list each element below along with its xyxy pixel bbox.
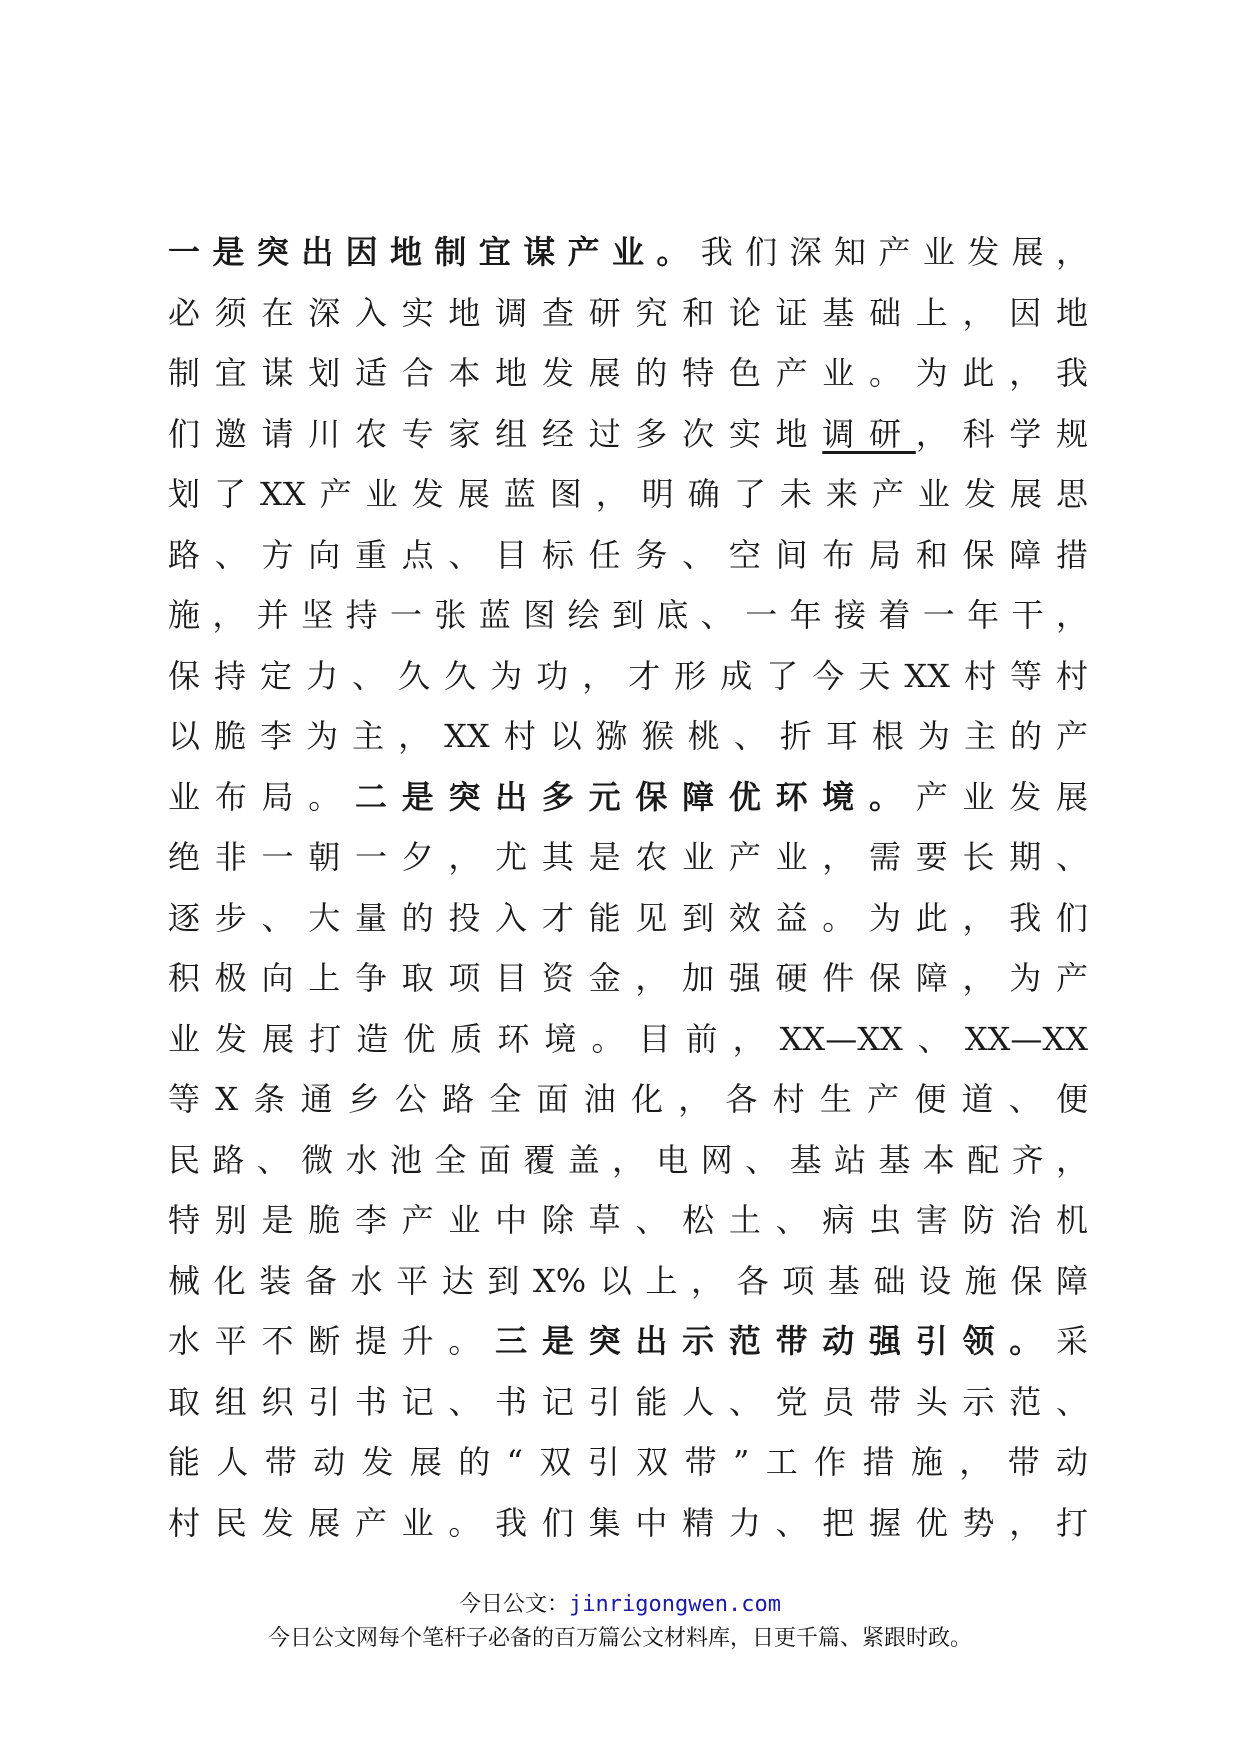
- footer-site-line: [0, 1588, 1240, 1622]
- text-line: [168, 222, 1088, 283]
- text-line: [168, 948, 1088, 1009]
- underlined-text: 调研: [822, 414, 916, 453]
- document-body: [168, 222, 1088, 1553]
- body-text-span: 采: [1055, 1322, 1088, 1360]
- body-text-span: 水平不断提升。: [168, 1322, 496, 1360]
- text-line: [168, 1009, 1088, 1070]
- text-line: [168, 827, 1088, 888]
- text-line: [168, 767, 1088, 828]
- text-line: [168, 706, 1088, 767]
- body-text-span: 制宜谋划适合本地发展的特色产业。为此，我: [168, 354, 1088, 392]
- footer-slogan: 今日公文网每个笔杆子必备的百万篇公文材料库，日更千篇、紧跟时政。: [267, 1626, 972, 1651]
- body-text-span: 产业发展: [915, 777, 1088, 816]
- body-text-span: 特别是脆李产业中除草、松土、病虫害防治机: [168, 1201, 1088, 1239]
- text-line: [168, 525, 1088, 586]
- text-line: [168, 585, 1088, 646]
- text-line: [168, 343, 1088, 404]
- body-text-span: ，科学规: [915, 414, 1088, 453]
- body-text-span: 以脆李为主，XX村以猕猴桃、折耳根为主的产: [168, 717, 1088, 755]
- body-text-span: 积极向上争取项目资金，加强硬件保障，为产: [168, 959, 1088, 997]
- body-text-span: 绝非一朝一夕，尤其是农业产业，需要长期、: [168, 838, 1088, 876]
- body-text-span: 保持定力、久久为功，才形成了今天XX村等村: [168, 656, 1088, 695]
- text-line: [168, 1251, 1088, 1312]
- body-text-span: 村民发展产业。我们集中精力、把握优势，打: [168, 1503, 1088, 1542]
- body-text-span: 们邀请川农专家组经过多次实地: [168, 414, 823, 453]
- body-text-span: 械化装备水平达到X%以上，各项基础设施保障: [168, 1261, 1088, 1300]
- text-line: [168, 1493, 1088, 1554]
- text-line: [168, 1432, 1088, 1493]
- body-text-span: 民路、微水池全面覆盖，电网、基站基本配齐，: [168, 1140, 1088, 1179]
- text-line: [168, 464, 1088, 525]
- body-text-span: 逐步、大量的投入才能见到效益。为此，我们: [168, 898, 1088, 937]
- text-line: [168, 1372, 1088, 1433]
- body-text-span: 能人带动发展的“双引双带”工作措施，带动: [168, 1443, 1088, 1481]
- body-text-span: 取组织引书记、书记引能人、党员带头示范、: [168, 1382, 1088, 1421]
- body-text-span: 施，并坚持一张蓝图绘到底、一年接着一年干，: [168, 596, 1088, 634]
- body-text-span: 划了XX产业发展蓝图，明确了未来产业发展思: [168, 475, 1088, 513]
- text-line: [168, 646, 1088, 707]
- body-text-span: 我们深知产业发展，: [700, 233, 1088, 271]
- bold-heading-text: 一是突出因地制宜谋产业。: [168, 233, 701, 271]
- page-footer: [0, 1588, 1240, 1656]
- text-line: [168, 1069, 1088, 1130]
- footer-site-url[interactable]: jinrigongwen.com: [569, 1592, 781, 1617]
- text-line: [168, 1311, 1088, 1372]
- text-line: [168, 1190, 1088, 1251]
- body-text-span: 等X条通乡公路全面油化，各村生产便道、便: [168, 1080, 1088, 1118]
- body-text-span: 必须在深入实地调查研究和论证基础上，因地: [168, 293, 1088, 332]
- footer-site-label: 今日公文：: [459, 1592, 570, 1617]
- text-line: [168, 283, 1088, 344]
- text-line: [168, 1130, 1088, 1191]
- text-line: [168, 888, 1088, 949]
- bold-heading-text: 三是突出示范带动强引领。: [495, 1322, 1056, 1360]
- body-text-span: 路、方向重点、目标任务、空间布局和保障措: [168, 535, 1088, 574]
- text-line: [168, 404, 1088, 465]
- body-text-span: 业发展打造优质环境。目前，XX—XX、XX—XX: [168, 1019, 1088, 1058]
- bold-heading-text: 二是突出多元保障优环境。: [354, 777, 916, 816]
- body-text-span: 业布局。: [168, 777, 355, 816]
